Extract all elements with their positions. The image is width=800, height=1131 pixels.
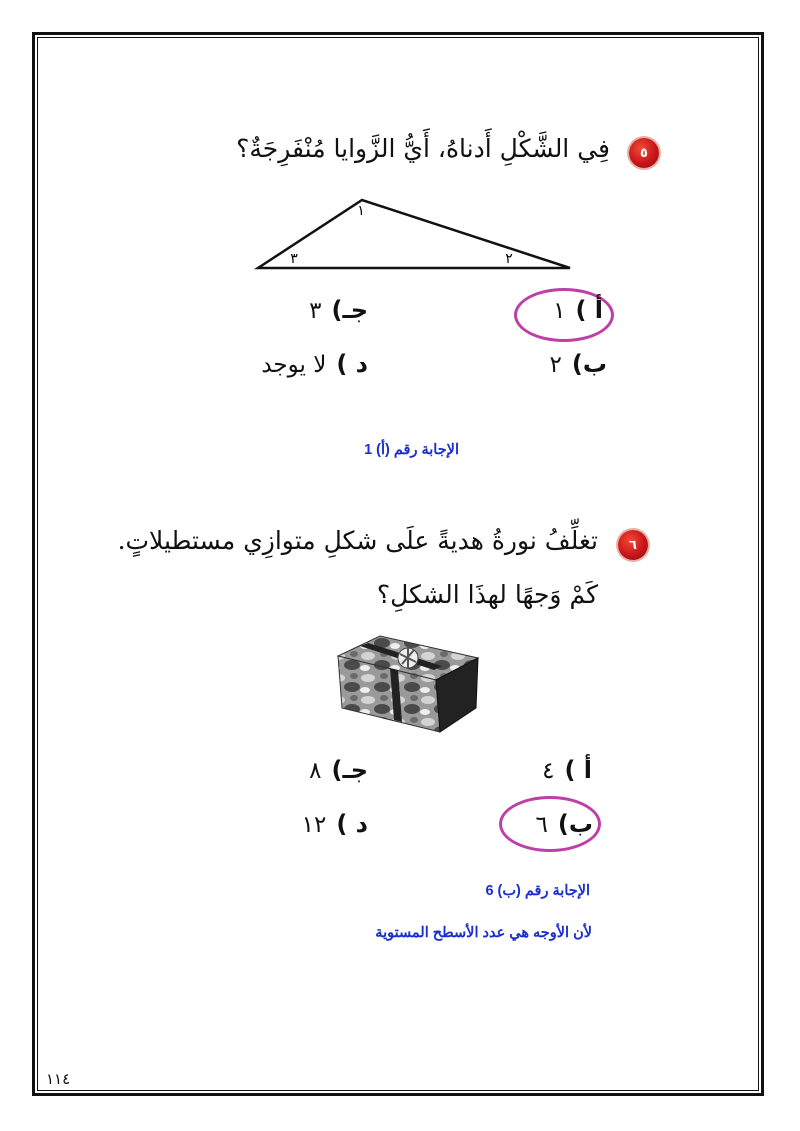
q5-option-b [550,350,607,378]
q5-option-c-letter: جـ) [331,296,368,324]
q6-option-a-letter: أ ) [564,756,592,784]
q5-answer: الإجابة رقم (أ) 1 [364,442,459,458]
question-6-number: ٦ [629,537,637,553]
q6-option-c-value: ٨ [309,758,322,784]
q5-option-a [553,296,603,324]
angle-label-3: ٣ [290,251,298,267]
q5-option-d-letter: د ) [336,350,368,378]
q5-option-d [261,350,368,378]
gift-box-image [330,628,480,733]
q6-option-b-letter: ب) [557,810,593,838]
question-5-number: ٥ [640,145,648,161]
q6-option-a-value: ٤ [542,758,555,784]
q5-option-a-letter: أ ) [575,296,603,324]
q6-option-c [309,756,368,784]
q6-explanation: لأن الأوجه هي عدد الأسطح المستوية [375,925,592,941]
question-5-badge [629,138,659,168]
q6-answer: الإجابة رقم (ب) 6 [485,883,590,899]
q6-option-b [536,810,593,838]
q5-option-a-value: ١ [553,298,566,324]
q5-option-b-value: ٢ [549,352,562,378]
question-6-line-2: كَمْ وَجهًا لهذَا الشكلِ؟ [376,580,598,609]
q6-option-c-letter: جـ) [331,756,368,784]
q5-option-c [309,296,368,324]
triangle-shape [258,200,570,268]
question-5-text: فِي الشَّكْلِ أَدناهُ، أَيُّ الزَّوايا مُنْفَرِجَةٌ؟ [236,134,610,163]
q6-option-d-letter: د ) [336,810,368,838]
q6-option-d-value: ١٢ [301,812,327,838]
q6-option-d [302,810,368,838]
angle-label-1: ١ [357,203,365,219]
page-number: ١١٤ [46,1070,71,1088]
q5-option-b-letter: ب) [571,350,607,378]
q6-option-a [542,756,592,784]
q5-option-d-value: لا يوجد [261,352,327,378]
question-6-line-1: تغلِّفُ نورةُ هديةً علَى شكلِ متوازِي مستطيلاتٍ. [117,526,598,555]
triangle-figure [250,185,580,277]
angle-label-2: ٢ [505,251,513,267]
question-6-badge [618,530,648,560]
q5-option-c-value: ٣ [309,298,322,324]
q6-option-b-value: ٦ [535,812,548,838]
